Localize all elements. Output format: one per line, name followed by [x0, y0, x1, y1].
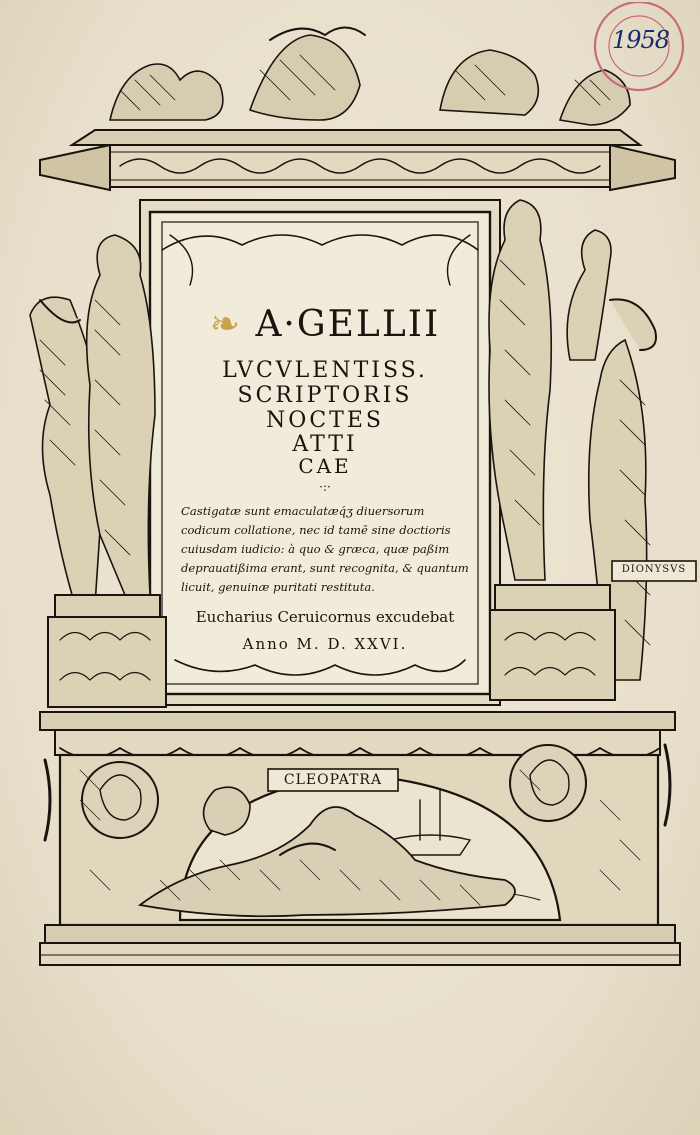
fleuron-icon: ❧: [209, 304, 242, 345]
top-frieze: [40, 28, 675, 191]
left-column-figures: [30, 235, 166, 707]
title-author-name: A·GELLII: [255, 304, 441, 345]
title-author: [175, 304, 475, 345]
dionysus-label: DIONYSVS: [621, 564, 687, 575]
description-paragraph: Castigatæ sunt emaculatæq́ʒ diuersorum codicum collatione, nec id tamē sine doctioris cuiusdam iudicio: à quo & græca, quæ paßim deprauatißima erant, sunt recognita, & quantum licuit, genuinæ puritati restituta.: [181, 504, 469, 594]
title-line-2: LVCVLENTISS.: [222, 358, 428, 383]
plinth-base: [40, 712, 680, 965]
cleopatra-label: CLEOPATRA: [283, 772, 383, 788]
title-line-3: SCRIPTORIS: [237, 383, 413, 408]
shelfmark-number: 1958: [612, 26, 670, 54]
title-line-5: ATTI: [292, 432, 358, 457]
title-line-4: NOCTES: [266, 408, 384, 433]
title-ornament: ·:·: [319, 480, 331, 494]
imprint-year: Anno M. D. XXVI.: [242, 635, 408, 653]
title-line-6: CAE: [298, 454, 352, 478]
title-block: [175, 258, 475, 668]
imprint-printer: Eucharius Ceruicornus excudebat: [195, 608, 455, 626]
right-column-figures: [489, 200, 656, 700]
